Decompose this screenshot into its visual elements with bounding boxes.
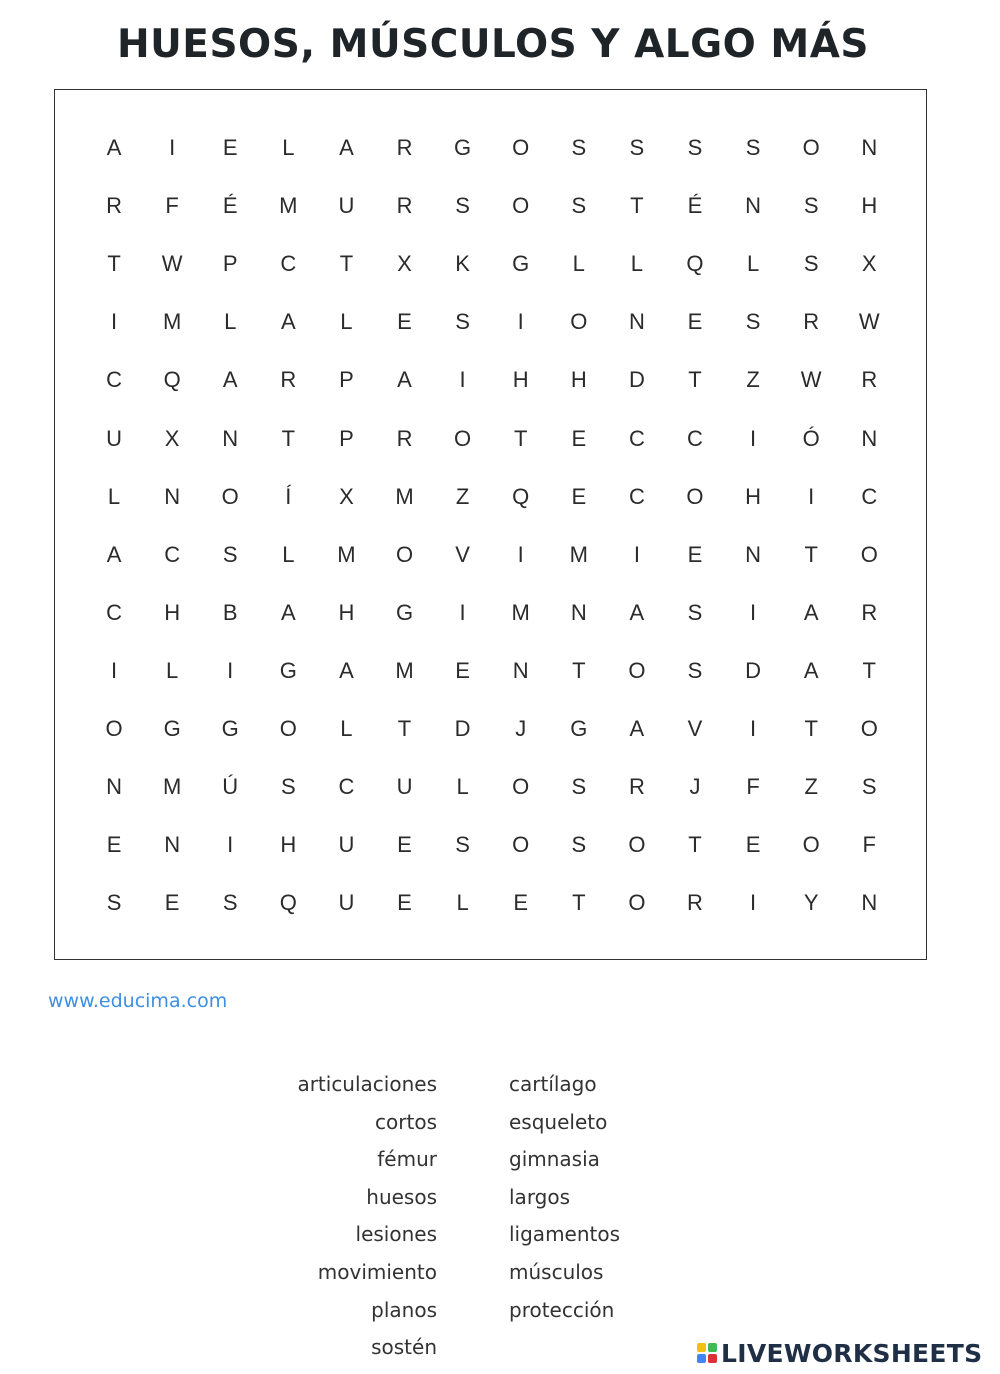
- grid-cell[interactable]: Q: [279, 890, 297, 916]
- grid-cell[interactable]: E: [397, 890, 412, 916]
- grid-cell[interactable]: N: [512, 657, 529, 683]
- grid-cell[interactable]: H: [338, 599, 355, 625]
- grid-cell[interactable]: T: [572, 657, 586, 683]
- grid-cell[interactable]: U: [338, 832, 355, 858]
- grid-cell[interactable]: L: [340, 309, 353, 335]
- grid-cell[interactable]: Q: [163, 367, 181, 393]
- grid-cell[interactable]: N: [222, 425, 239, 451]
- grid-cell[interactable]: E: [687, 541, 703, 567]
- grid-cell[interactable]: L: [572, 251, 585, 277]
- grid-cell[interactable]: N: [164, 832, 181, 858]
- grid-cell[interactable]: O: [512, 774, 530, 800]
- grid-cell[interactable]: I: [808, 483, 815, 509]
- grid-cell[interactable]: X: [861, 251, 877, 277]
- grid-cell[interactable]: O: [860, 715, 878, 741]
- grid-cell[interactable]: C: [628, 483, 645, 509]
- grid-cell[interactable]: T: [804, 715, 818, 741]
- word-list-item: movimiento: [317, 1259, 437, 1284]
- grid-cell[interactable]: O: [860, 541, 878, 567]
- grid-cell[interactable]: H: [164, 599, 181, 625]
- grid-cell[interactable]: Í: [285, 483, 292, 509]
- grid-cell[interactable]: L: [630, 251, 644, 277]
- grid-cell[interactable]: T: [339, 251, 354, 277]
- grid-cell[interactable]: P: [339, 425, 354, 451]
- grid-cell[interactable]: A: [280, 599, 296, 625]
- grid-cell[interactable]: Ó: [802, 425, 820, 451]
- grid-cell[interactable]: L: [456, 890, 469, 916]
- grid-cell[interactable]: L: [456, 774, 469, 800]
- grid-cell[interactable]: S: [803, 193, 819, 219]
- grid-cell[interactable]: R: [396, 193, 413, 219]
- grid-cell[interactable]: E: [106, 832, 122, 858]
- grid-cell[interactable]: T: [688, 367, 702, 393]
- grid-cell[interactable]: N: [106, 774, 122, 800]
- grid-cell[interactable]: C: [280, 251, 297, 277]
- word-list-item: cartílago: [509, 1072, 597, 1096]
- grid-cell[interactable]: C: [164, 541, 181, 567]
- word-list-item: sostén: [371, 1335, 437, 1360]
- grid-cell[interactable]: C: [106, 367, 122, 393]
- page-title: HUESOS, MÚSCULOS Y ALGO MÁS: [117, 22, 869, 67]
- grid-cell[interactable]: I: [517, 541, 524, 567]
- grid-cell[interactable]: F: [165, 193, 179, 219]
- grid-cell[interactable]: D: [745, 657, 762, 683]
- grid-cell[interactable]: R: [106, 193, 122, 219]
- grid-cell[interactable]: X: [339, 483, 354, 509]
- grid-cell[interactable]: S: [745, 135, 761, 161]
- grid-cell[interactable]: M: [395, 657, 414, 683]
- grid-cell[interactable]: P: [222, 251, 238, 277]
- grid-cell[interactable]: A: [629, 599, 645, 625]
- grid-cell[interactable]: L: [282, 541, 295, 567]
- logo-square: [697, 1354, 706, 1363]
- grid-cell[interactable]: G: [570, 715, 588, 741]
- grid-cell[interactable]: Z: [455, 483, 470, 509]
- grid-cell[interactable]: O: [221, 483, 239, 509]
- grid-cell[interactable]: O: [570, 309, 588, 335]
- grid-cell[interactable]: I: [169, 135, 176, 161]
- grid-cell[interactable]: O: [454, 425, 472, 451]
- grid-cell[interactable]: W: [858, 309, 880, 335]
- grid-cell[interactable]: O: [802, 135, 820, 161]
- grid-cell[interactable]: I: [633, 541, 640, 567]
- grid-cell[interactable]: A: [106, 135, 122, 161]
- grid-cell[interactable]: O: [512, 193, 530, 219]
- grid-cell[interactable]: A: [803, 657, 819, 683]
- grid-cell[interactable]: N: [861, 425, 878, 451]
- logo-text: LIVEWORKSHEETS: [721, 1338, 983, 1368]
- grid-cell[interactable]: G: [279, 657, 297, 683]
- grid-cell[interactable]: C: [687, 425, 703, 451]
- grid-cell[interactable]: T: [572, 890, 586, 916]
- grid-cell[interactable]: V: [455, 541, 470, 567]
- grid-cell[interactable]: K: [455, 251, 470, 277]
- grid-cell[interactable]: I: [110, 309, 118, 335]
- grid-cell[interactable]: N: [628, 309, 645, 335]
- grid-cell[interactable]: T: [862, 657, 876, 683]
- grid-cell[interactable]: H: [512, 367, 529, 393]
- grid-cell[interactable]: G: [163, 715, 181, 741]
- word-list-item: lesiones: [355, 1222, 437, 1247]
- grid-cell[interactable]: U: [338, 193, 355, 219]
- grid-cell[interactable]: M: [569, 541, 588, 567]
- grid-cell[interactable]: G: [395, 599, 414, 625]
- logo-square: [708, 1354, 717, 1363]
- word-list-item: fémur: [377, 1147, 437, 1172]
- grid-cell[interactable]: E: [455, 657, 470, 683]
- grid-cell[interactable]: P: [339, 367, 354, 393]
- grid-cell[interactable]: F: [862, 832, 876, 858]
- grid-cell[interactable]: S: [745, 309, 761, 335]
- grid-cell[interactable]: S: [222, 541, 238, 567]
- grid-cell[interactable]: E: [164, 890, 180, 916]
- grid-cell[interactable]: R: [861, 367, 878, 393]
- grid-cell[interactable]: F: [746, 774, 760, 800]
- grid-cell[interactable]: O: [279, 715, 297, 741]
- grid-cell[interactable]: S: [106, 890, 122, 916]
- logo-square: [708, 1343, 717, 1352]
- grid-cell[interactable]: S: [687, 599, 703, 625]
- grid-cell[interactable]: O: [512, 832, 530, 858]
- grid-cell[interactable]: S: [687, 135, 703, 161]
- grid-cell[interactable]: I: [750, 599, 757, 625]
- grid-cell[interactable]: R: [396, 425, 413, 451]
- grid-cell[interactable]: S: [455, 193, 470, 219]
- grid-cell[interactable]: R: [803, 309, 820, 335]
- grid-cell[interactable]: Z: [746, 367, 760, 393]
- grid-cell[interactable]: A: [280, 309, 296, 335]
- word-search-board: [54, 89, 927, 960]
- grid-cell[interactable]: A: [629, 715, 645, 741]
- word-list-item: huesos: [366, 1184, 437, 1209]
- grid-cell[interactable]: S: [571, 193, 587, 219]
- grid-cell[interactable]: X: [397, 251, 412, 277]
- grid-cell[interactable]: O: [628, 832, 646, 858]
- grid-cell[interactable]: A: [397, 367, 412, 393]
- grid-cell[interactable]: L: [166, 657, 179, 683]
- grid-cell[interactable]: I: [517, 309, 524, 335]
- grid-cell[interactable]: E: [745, 832, 761, 858]
- grid-cell[interactable]: O: [628, 890, 646, 916]
- grid-cell[interactable]: S: [222, 890, 238, 916]
- grid-cell[interactable]: R: [280, 367, 297, 393]
- grid-cell[interactable]: T: [397, 715, 412, 741]
- grid-cell[interactable]: E: [397, 832, 412, 858]
- grid-cell[interactable]: A: [339, 135, 354, 161]
- grid-cell[interactable]: H: [570, 367, 587, 393]
- grid-cell[interactable]: S: [280, 774, 296, 800]
- grid-cell[interactable]: É: [222, 193, 238, 219]
- grid-cell[interactable]: E: [571, 483, 587, 509]
- grid-cell[interactable]: H: [861, 193, 878, 219]
- grid-cell[interactable]: E: [571, 425, 587, 451]
- grid-cell[interactable]: I: [227, 657, 234, 683]
- grid-cell[interactable]: S: [861, 774, 877, 800]
- grid-cell[interactable]: J: [515, 715, 527, 741]
- grid-cell[interactable]: M: [337, 541, 356, 567]
- grid-cell[interactable]: N: [164, 483, 181, 509]
- grid-cell[interactable]: R: [628, 774, 645, 800]
- grid-cell[interactable]: Q: [686, 251, 704, 277]
- grid-cell[interactable]: C: [338, 774, 355, 800]
- grid-cell[interactable]: M: [395, 483, 414, 509]
- grid-cell[interactable]: A: [222, 367, 238, 393]
- grid-cell[interactable]: I: [750, 715, 757, 741]
- source-link[interactable]: www.educima.com: [48, 990, 228, 1012]
- grid-cell[interactable]: S: [687, 657, 703, 683]
- grid-cell[interactable]: S: [803, 251, 819, 277]
- grid-cell[interactable]: C: [628, 425, 645, 451]
- grid-cell[interactable]: I: [110, 657, 118, 683]
- liveworksheets-logo[interactable]: [697, 1336, 982, 1370]
- word-list-item: esqueleto: [509, 1109, 608, 1134]
- grid-cell[interactable]: V: [687, 715, 703, 741]
- grid-cell[interactable]: I: [750, 890, 757, 916]
- grid-cell[interactable]: I: [227, 832, 234, 858]
- grid-cell[interactable]: G: [512, 251, 530, 277]
- grid-cell[interactable]: N: [745, 541, 762, 567]
- grid-cell[interactable]: A: [106, 541, 122, 567]
- grid-cell[interactable]: I: [459, 367, 466, 393]
- grid-cell[interactable]: O: [802, 832, 820, 858]
- grid-cell[interactable]: L: [746, 251, 760, 277]
- word-list-item: músculos: [509, 1259, 604, 1284]
- grid-cell[interactable]: O: [628, 657, 646, 683]
- grid-cell[interactable]: A: [339, 657, 354, 683]
- grid-cell[interactable]: R: [687, 890, 703, 916]
- word-list-right: [509, 1069, 729, 1332]
- grid-cell[interactable]: M: [162, 309, 182, 335]
- grid-cell[interactable]: Ú: [222, 774, 239, 800]
- grid-cell[interactable]: N: [861, 135, 878, 161]
- grid-cell[interactable]: M: [511, 599, 530, 625]
- letter-grid: [85, 119, 898, 932]
- grid-cell[interactable]: C: [861, 483, 878, 509]
- grid-cell[interactable]: E: [687, 309, 703, 335]
- grid-cell[interactable]: U: [106, 425, 122, 451]
- logo-square: [697, 1343, 706, 1352]
- word-list-item: largos: [509, 1184, 571, 1209]
- grid-cell[interactable]: D: [454, 715, 471, 741]
- grid-cell[interactable]: R: [861, 599, 878, 625]
- grid-cell[interactable]: R: [396, 135, 413, 161]
- grid-cell[interactable]: O: [686, 483, 704, 509]
- word-list-item: cortos: [375, 1109, 437, 1134]
- grid-cell[interactable]: C: [106, 599, 122, 625]
- grid-cell[interactable]: O: [395, 541, 414, 567]
- grid-cell[interactable]: T: [281, 425, 296, 451]
- grid-cell[interactable]: I: [459, 599, 466, 625]
- grid-cell[interactable]: L: [224, 309, 237, 335]
- grid-cell[interactable]: N: [861, 890, 878, 916]
- grid-cell[interactable]: H: [280, 832, 297, 858]
- word-list-item: gimnasia: [509, 1147, 600, 1172]
- grid-cell[interactable]: I: [750, 425, 757, 451]
- grid-cell[interactable]: S: [571, 774, 587, 800]
- grid-cell[interactable]: E: [513, 890, 529, 916]
- grid-cell[interactable]: M: [279, 193, 298, 219]
- word-list-item: planos: [371, 1297, 437, 1322]
- word-list-left: [237, 1069, 437, 1370]
- grid-cell[interactable]: S: [571, 135, 587, 161]
- grid-cell[interactable]: M: [162, 774, 182, 800]
- grid-cell[interactable]: T: [630, 193, 644, 219]
- grid-cell[interactable]: É: [687, 193, 703, 219]
- grid-cell[interactable]: L: [282, 135, 295, 161]
- grid-cell[interactable]: N: [570, 599, 587, 625]
- grid-cell[interactable]: D: [628, 367, 645, 393]
- grid-cell[interactable]: J: [689, 774, 701, 800]
- grid-cell[interactable]: Z: [804, 774, 818, 800]
- grid-cell[interactable]: O: [512, 135, 530, 161]
- grid-cell[interactable]: O: [105, 715, 123, 741]
- grid-cell[interactable]: E: [397, 309, 412, 335]
- word-list-item: ligamentos: [509, 1222, 621, 1247]
- grid-cell[interactable]: L: [340, 715, 353, 741]
- grid-cell[interactable]: Y: [803, 890, 819, 916]
- grid-cell[interactable]: H: [745, 483, 762, 509]
- grid-cell[interactable]: T: [688, 832, 702, 858]
- grid-cell[interactable]: N: [745, 193, 762, 219]
- grid-cell[interactable]: A: [803, 599, 819, 625]
- word-list-item: articulaciones: [297, 1072, 437, 1096]
- grid-cell[interactable]: W: [800, 367, 822, 393]
- grid-cell[interactable]: S: [571, 832, 587, 858]
- grid-cell[interactable]: W: [161, 251, 183, 277]
- word-list-item: protección: [509, 1297, 615, 1322]
- grid-cell[interactable]: G: [221, 715, 239, 741]
- grid-cell[interactable]: B: [222, 599, 238, 625]
- grid-cell[interactable]: T: [513, 425, 528, 451]
- grid-cell[interactable]: Q: [512, 483, 530, 509]
- grid-cell[interactable]: T: [107, 251, 121, 277]
- grid-cell[interactable]: U: [396, 774, 413, 800]
- grid-cell[interactable]: G: [454, 135, 472, 161]
- grid-cell[interactable]: S: [629, 135, 645, 161]
- grid-cell[interactable]: L: [107, 483, 121, 509]
- grid-cell[interactable]: S: [455, 309, 470, 335]
- grid-cell[interactable]: T: [804, 541, 818, 567]
- grid-cell[interactable]: E: [222, 135, 238, 161]
- grid-cell[interactable]: X: [164, 425, 180, 451]
- liveworksheets-logo-icon: [697, 1343, 717, 1363]
- grid-cell[interactable]: S: [455, 832, 470, 858]
- grid-cell[interactable]: U: [338, 890, 355, 916]
